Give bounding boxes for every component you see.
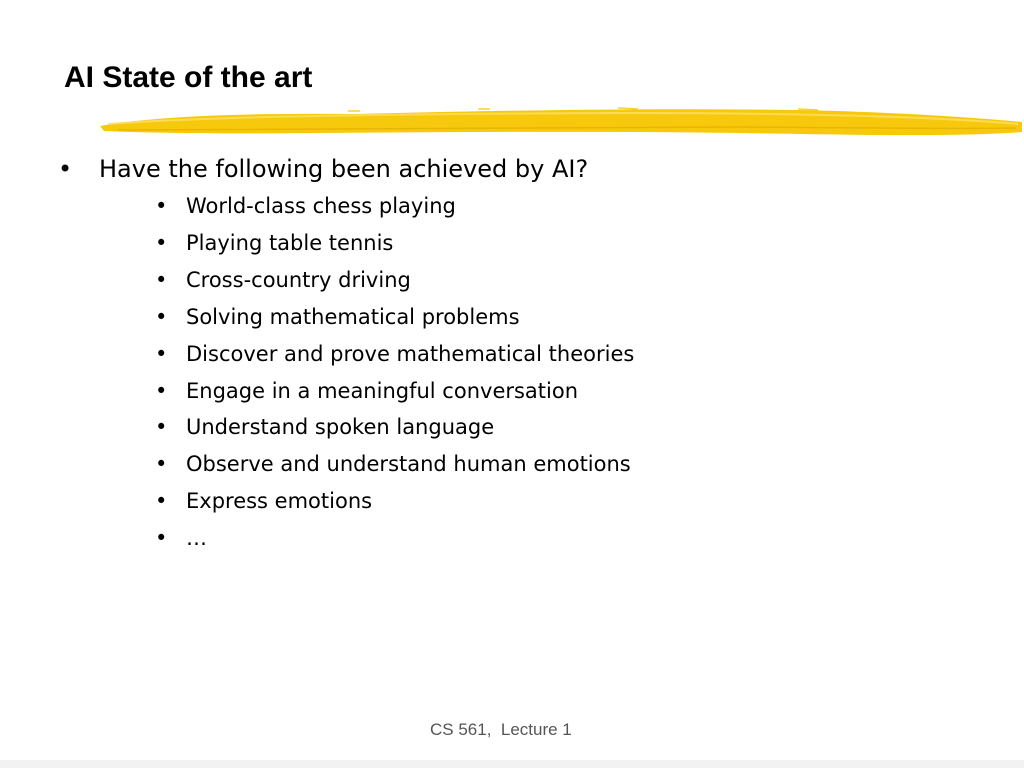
list-item: [99, 336, 635, 373]
bullet-marker: •: [155, 415, 168, 440]
bullet-marker: •: [155, 230, 168, 255]
list-item: [99, 409, 593, 446]
item-text: Playing table tennis: [186, 230, 394, 255]
list-item: [99, 299, 593, 336]
bullet-marker: •: [58, 155, 73, 183]
bullet-marker: •: [155, 489, 168, 514]
item-text: Express emotions: [186, 489, 373, 514]
slide-footer: CS 561, Lecture 1: [430, 720, 572, 739]
list-item: [99, 483, 593, 520]
list-item: [99, 225, 593, 262]
item-text: Discover and prove mathematical theories: [186, 341, 635, 366]
item-text: Observe and understand human emotions: [186, 452, 631, 477]
bullet-marker: •: [155, 452, 168, 477]
bullet-marker: •: [155, 267, 168, 292]
slide-title: AI State of the art: [64, 61, 313, 94]
question-text: Have the following been achieved by AI?: [99, 155, 589, 183]
sub-bullet-list: [99, 188, 635, 557]
bullet-marker: •: [155, 194, 168, 218]
item-text: Understand spoken language: [186, 415, 495, 440]
list-item: [99, 188, 593, 225]
bullet-marker: •: [155, 378, 168, 403]
item-text: World-class chess playing: [186, 194, 456, 218]
bottom-divider: [0, 760, 1024, 768]
item-text: Cross-country driving: [186, 267, 411, 292]
bullet-marker: •: [155, 526, 168, 551]
list-item: [99, 446, 631, 483]
list-item: [99, 262, 593, 299]
bullet-list: [58, 151, 635, 557]
list-item: [99, 520, 593, 557]
item-text: Engage in a meaningful conversation: [186, 378, 579, 403]
highlighter-stroke-decoration: [98, 104, 1024, 142]
item-text: Solving mathematical problems: [186, 304, 520, 329]
bullet-marker: •: [155, 341, 168, 366]
list-item: [58, 151, 635, 557]
list-item: [99, 373, 593, 410]
bullet-marker: •: [155, 304, 168, 329]
item-text: …: [186, 526, 207, 551]
